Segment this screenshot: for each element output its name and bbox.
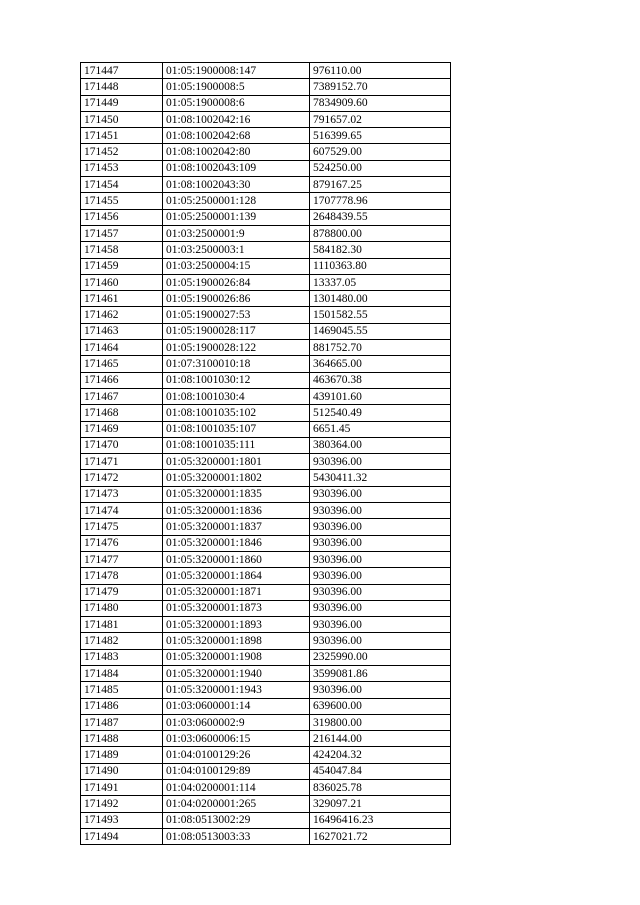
row-number-cell: 171482 <box>81 633 163 649</box>
table-row <box>81 421 451 437</box>
cadastral-number-cell: 01:08:1002042:68 <box>163 128 310 144</box>
amount-cell: 930396.00 <box>310 568 451 584</box>
cadastral-number-cell: 01:08:1001035:107 <box>163 421 310 437</box>
amount-cell: 930396.00 <box>310 519 451 535</box>
amount-cell: 930396.00 <box>310 617 451 633</box>
row-number-cell: 171452 <box>81 144 163 160</box>
row-number-cell: 171460 <box>81 274 163 290</box>
amount-cell: 16496416.23 <box>310 812 451 828</box>
table-row <box>81 242 451 258</box>
row-number-cell: 171466 <box>81 372 163 388</box>
amount-cell: 2325990.00 <box>310 649 451 665</box>
amount-cell: 3599081.86 <box>310 665 451 681</box>
cadastral-number-cell: 01:05:3200001:1898 <box>163 633 310 649</box>
table-row <box>81 225 451 241</box>
table-row <box>81 796 451 812</box>
cadastral-number-cell: 01:03:0600002:9 <box>163 714 310 730</box>
cadastral-number-cell: 01:03:0600001:14 <box>163 698 310 714</box>
cadastral-number-cell: 01:05:1900028:122 <box>163 340 310 356</box>
table-row <box>81 160 451 176</box>
row-number-cell: 171492 <box>81 796 163 812</box>
cadastral-number-cell: 01:05:2500001:128 <box>163 193 310 209</box>
cadastral-number-cell: 01:07:3100010:18 <box>163 356 310 372</box>
amount-cell: 930396.00 <box>310 535 451 551</box>
amount-cell: 976110.00 <box>310 63 451 79</box>
table-row <box>81 95 451 111</box>
cadastral-number-cell: 01:05:3200001:1836 <box>163 503 310 519</box>
amount-cell: 930396.00 <box>310 551 451 567</box>
amount-cell: 1110363.80 <box>310 258 451 274</box>
table-row <box>81 617 451 633</box>
row-number-cell: 171487 <box>81 714 163 730</box>
row-number-cell: 171488 <box>81 731 163 747</box>
cadastral-number-cell: 01:08:1001035:111 <box>163 437 310 453</box>
cadastral-number-cell: 01:08:1001030:4 <box>163 388 310 404</box>
amount-cell: 1469045.55 <box>310 323 451 339</box>
cadastral-number-cell: 01:05:3200001:1940 <box>163 665 310 681</box>
table-row <box>81 519 451 535</box>
cadastral-number-cell: 01:08:1002042:16 <box>163 111 310 127</box>
row-number-cell: 171477 <box>81 551 163 567</box>
cadastral-number-cell: 01:05:2500001:139 <box>163 209 310 225</box>
table-row <box>81 551 451 567</box>
cadastral-number-cell: 01:03:2500001:9 <box>163 225 310 241</box>
amount-cell: 5430411.32 <box>310 470 451 486</box>
table-row <box>81 780 451 796</box>
cadastral-number-cell: 01:05:3200001:1801 <box>163 454 310 470</box>
amount-cell: 930396.00 <box>310 682 451 698</box>
row-number-cell: 171493 <box>81 812 163 828</box>
amount-cell: 216144.00 <box>310 731 451 747</box>
table-row <box>81 323 451 339</box>
table-row <box>81 503 451 519</box>
cadastral-number-cell: 01:08:0513002:29 <box>163 812 310 828</box>
cadastral-number-cell: 01:05:1900008:147 <box>163 63 310 79</box>
amount-cell: 524250.00 <box>310 160 451 176</box>
amount-cell: 7389152.70 <box>310 79 451 95</box>
table-row <box>81 812 451 828</box>
table-row <box>81 274 451 290</box>
amount-cell: 6651.45 <box>310 421 451 437</box>
table-row <box>81 665 451 681</box>
amount-cell: 439101.60 <box>310 388 451 404</box>
row-number-cell: 171483 <box>81 649 163 665</box>
row-number-cell: 171479 <box>81 584 163 600</box>
cadastral-number-cell: 01:05:3200001:1873 <box>163 600 310 616</box>
table-row <box>81 731 451 747</box>
row-number-cell: 171476 <box>81 535 163 551</box>
table-row <box>81 405 451 421</box>
table-row <box>81 144 451 160</box>
amount-cell: 791657.02 <box>310 111 451 127</box>
amount-cell: 930396.00 <box>310 486 451 502</box>
amount-cell: 881752.70 <box>310 340 451 356</box>
amount-cell: 930396.00 <box>310 633 451 649</box>
cadastral-number-cell: 01:05:1900026:84 <box>163 274 310 290</box>
cadastral-number-cell: 01:05:1900026:86 <box>163 291 310 307</box>
table-row <box>81 291 451 307</box>
cadastral-number-cell: 01:08:1002043:109 <box>163 160 310 176</box>
cadastral-number-cell: 01:03:2500004:15 <box>163 258 310 274</box>
table-row <box>81 633 451 649</box>
row-number-cell: 171485 <box>81 682 163 698</box>
table-body <box>81 63 451 845</box>
row-number-cell: 171468 <box>81 405 163 421</box>
amount-cell: 930396.00 <box>310 454 451 470</box>
amount-cell: 2648439.55 <box>310 209 451 225</box>
table-row <box>81 747 451 763</box>
data-table <box>80 62 451 845</box>
cadastral-number-cell: 01:05:3200001:1835 <box>163 486 310 502</box>
amount-cell: 607529.00 <box>310 144 451 160</box>
row-number-cell: 171473 <box>81 486 163 502</box>
cadastral-number-cell: 01:05:3200001:1864 <box>163 568 310 584</box>
table-row <box>81 258 451 274</box>
cadastral-number-cell: 01:04:0200001:265 <box>163 796 310 812</box>
row-number-cell: 171467 <box>81 388 163 404</box>
amount-cell: 930396.00 <box>310 584 451 600</box>
cadastral-number-cell: 01:05:3200001:1860 <box>163 551 310 567</box>
table-row <box>81 193 451 209</box>
amount-cell: 1501582.55 <box>310 307 451 323</box>
amount-cell: 364665.00 <box>310 356 451 372</box>
cadastral-number-cell: 01:05:1900027:53 <box>163 307 310 323</box>
table-row <box>81 828 451 844</box>
table-row <box>81 356 451 372</box>
table-row <box>81 486 451 502</box>
cadastral-number-cell: 01:05:1900008:5 <box>163 79 310 95</box>
row-number-cell: 171453 <box>81 160 163 176</box>
row-number-cell: 171480 <box>81 600 163 616</box>
row-number-cell: 171450 <box>81 111 163 127</box>
table-row <box>81 437 451 453</box>
amount-cell: 512540.49 <box>310 405 451 421</box>
row-number-cell: 171490 <box>81 763 163 779</box>
row-number-cell: 171486 <box>81 698 163 714</box>
cadastral-number-cell: 01:05:1900028:117 <box>163 323 310 339</box>
cadastral-number-cell: 01:08:1002043:30 <box>163 177 310 193</box>
amount-cell: 879167.25 <box>310 177 451 193</box>
row-number-cell: 171481 <box>81 617 163 633</box>
table-row <box>81 714 451 730</box>
row-number-cell: 171456 <box>81 209 163 225</box>
cadastral-number-cell: 01:05:3200001:1893 <box>163 617 310 633</box>
row-number-cell: 171470 <box>81 437 163 453</box>
row-number-cell: 171469 <box>81 421 163 437</box>
table-row <box>81 568 451 584</box>
amount-cell: 463670.38 <box>310 372 451 388</box>
table-row <box>81 209 451 225</box>
row-number-cell: 171491 <box>81 780 163 796</box>
row-number-cell: 171459 <box>81 258 163 274</box>
cadastral-number-cell: 01:05:3200001:1846 <box>163 535 310 551</box>
table-row <box>81 177 451 193</box>
row-number-cell: 171451 <box>81 128 163 144</box>
amount-cell: 1627021.72 <box>310 828 451 844</box>
row-number-cell: 171449 <box>81 95 163 111</box>
amount-cell: 930396.00 <box>310 503 451 519</box>
table-row <box>81 307 451 323</box>
amount-cell: 639600.00 <box>310 698 451 714</box>
row-number-cell: 171462 <box>81 307 163 323</box>
cadastral-number-cell: 01:04:0200001:114 <box>163 780 310 796</box>
amount-cell: 1301480.00 <box>310 291 451 307</box>
table-row <box>81 535 451 551</box>
row-number-cell: 171454 <box>81 177 163 193</box>
table-row <box>81 63 451 79</box>
cadastral-number-cell: 01:05:3200001:1943 <box>163 682 310 698</box>
table-row <box>81 763 451 779</box>
amount-cell: 329097.21 <box>310 796 451 812</box>
amount-cell: 516399.65 <box>310 128 451 144</box>
table-row <box>81 128 451 144</box>
table-row <box>81 470 451 486</box>
cadastral-number-cell: 01:08:1001030:12 <box>163 372 310 388</box>
amount-cell: 930396.00 <box>310 600 451 616</box>
table-row <box>81 454 451 470</box>
cadastral-number-cell: 01:08:1002042:80 <box>163 144 310 160</box>
cadastral-number-cell: 01:05:3200001:1802 <box>163 470 310 486</box>
row-number-cell: 171447 <box>81 63 163 79</box>
table-row <box>81 584 451 600</box>
amount-cell: 319800.00 <box>310 714 451 730</box>
table-row <box>81 340 451 356</box>
row-number-cell: 171474 <box>81 503 163 519</box>
amount-cell: 13337.05 <box>310 274 451 290</box>
amount-cell: 380364.00 <box>310 437 451 453</box>
row-number-cell: 171463 <box>81 323 163 339</box>
row-number-cell: 171458 <box>81 242 163 258</box>
table-row <box>81 698 451 714</box>
row-number-cell: 171478 <box>81 568 163 584</box>
row-number-cell: 171455 <box>81 193 163 209</box>
amount-cell: 1707778.96 <box>310 193 451 209</box>
row-number-cell: 171465 <box>81 356 163 372</box>
cadastral-number-cell: 01:03:2500003:1 <box>163 242 310 258</box>
table-row <box>81 682 451 698</box>
cadastral-number-cell: 01:05:3200001:1837 <box>163 519 310 535</box>
row-number-cell: 171472 <box>81 470 163 486</box>
cadastral-number-cell: 01:04:0100129:89 <box>163 763 310 779</box>
row-number-cell: 171494 <box>81 828 163 844</box>
row-number-cell: 171457 <box>81 225 163 241</box>
cadastral-number-cell: 01:04:0100129:26 <box>163 747 310 763</box>
amount-cell: 878800.00 <box>310 225 451 241</box>
table-row <box>81 649 451 665</box>
cadastral-number-cell: 01:05:3200001:1871 <box>163 584 310 600</box>
row-number-cell: 171471 <box>81 454 163 470</box>
amount-cell: 454047.84 <box>310 763 451 779</box>
amount-cell: 7834909.60 <box>310 95 451 111</box>
table-row <box>81 388 451 404</box>
table-row <box>81 79 451 95</box>
cadastral-number-cell: 01:05:3200001:1908 <box>163 649 310 665</box>
table-row <box>81 372 451 388</box>
row-number-cell: 171464 <box>81 340 163 356</box>
table-row <box>81 600 451 616</box>
amount-cell: 836025.78 <box>310 780 451 796</box>
cadastral-number-cell: 01:03:0600006:15 <box>163 731 310 747</box>
amount-cell: 584182.30 <box>310 242 451 258</box>
amount-cell: 424204.32 <box>310 747 451 763</box>
cadastral-number-cell: 01:08:1001035:102 <box>163 405 310 421</box>
row-number-cell: 171489 <box>81 747 163 763</box>
cadastral-number-cell: 01:05:1900008:6 <box>163 95 310 111</box>
row-number-cell: 171448 <box>81 79 163 95</box>
row-number-cell: 171461 <box>81 291 163 307</box>
cadastral-number-cell: 01:08:0513003:33 <box>163 828 310 844</box>
row-number-cell: 171484 <box>81 665 163 681</box>
row-number-cell: 171475 <box>81 519 163 535</box>
table-row <box>81 111 451 127</box>
